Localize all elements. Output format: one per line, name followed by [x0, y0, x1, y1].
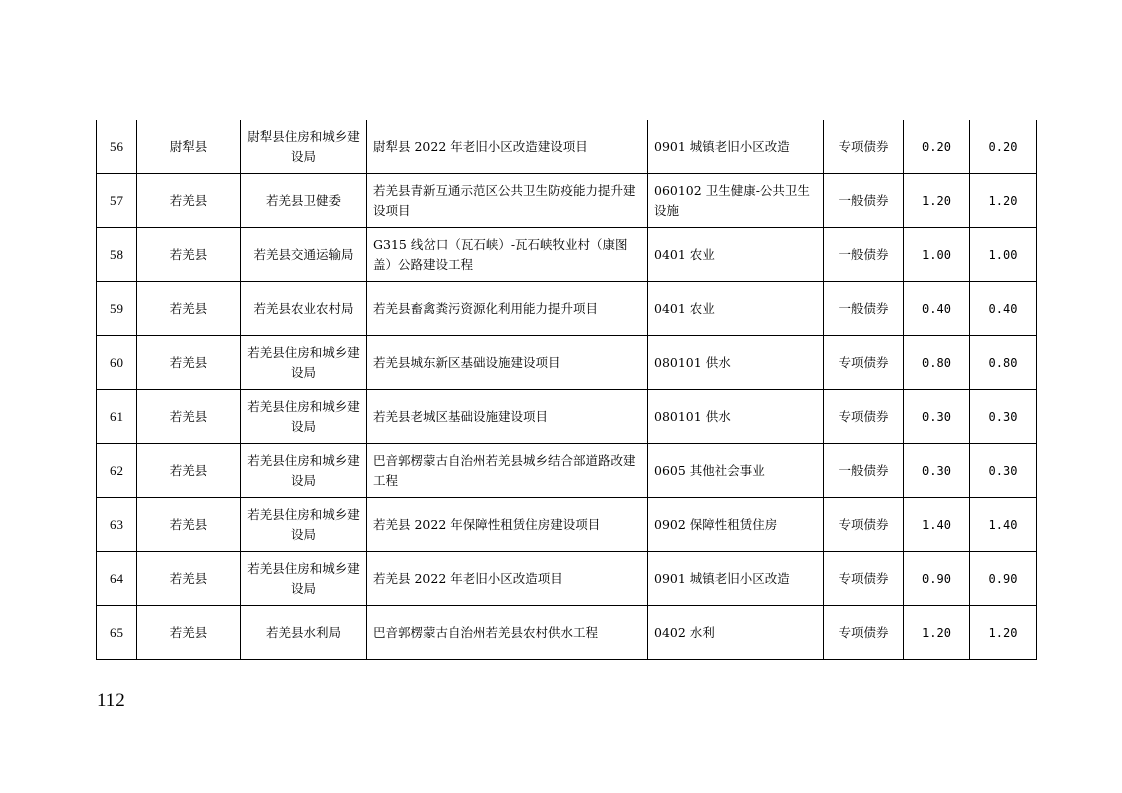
amount-cell: 0.40	[970, 282, 1037, 336]
amount-cell: 0.30	[970, 390, 1037, 444]
row-number: 57	[97, 174, 137, 228]
amount-cell: 0.90	[904, 552, 970, 606]
department-cell: 若羌县农业农村局	[241, 282, 367, 336]
bond-type-cell: 专项债券	[824, 552, 904, 606]
row-number: 64	[97, 552, 137, 606]
bond-project-table-container	[96, 120, 1036, 660]
table-row	[97, 390, 1037, 444]
amount-cell: 0.80	[904, 336, 970, 390]
department-cell: 若羌县住房和城乡建设局	[241, 336, 367, 390]
amount-cell: 0.30	[904, 444, 970, 498]
bond-type-cell: 专项债券	[824, 336, 904, 390]
amount-cell: 1.00	[970, 228, 1037, 282]
amount-cell: 1.20	[904, 174, 970, 228]
project-name-cell: 若羌县老城区基础设施建设项目	[367, 390, 648, 444]
table-body	[97, 120, 1037, 660]
amount-cell: 0.30	[904, 390, 970, 444]
department-cell: 若羌县住房和城乡建设局	[241, 498, 367, 552]
county-cell: 若羌县	[137, 336, 241, 390]
department-cell: 若羌县交通运输局	[241, 228, 367, 282]
table-row	[97, 336, 1037, 390]
amount-cell: 1.00	[904, 228, 970, 282]
county-cell: 若羌县	[137, 552, 241, 606]
project-name-cell: 巴音郭楞蒙古自治州若羌县城乡结合部道路改建工程	[367, 444, 648, 498]
bond-project-table	[96, 120, 1037, 660]
project-name-cell: 若羌县城东新区基础设施建设项目	[367, 336, 648, 390]
category-cell: 0402 水利	[648, 606, 824, 660]
table-row	[97, 174, 1037, 228]
project-name-cell: G315 线岔口（瓦石峡）-瓦石峡牧业村（康图盖）公路建设工程	[367, 228, 648, 282]
county-cell: 若羌县	[137, 174, 241, 228]
bond-type-cell: 专项债券	[824, 498, 904, 552]
category-cell: 0401 农业	[648, 228, 824, 282]
category-cell: 060102 卫生健康-公共卫生设施	[648, 174, 824, 228]
department-cell: 尉犁县住房和城乡建设局	[241, 120, 367, 174]
county-cell: 若羌县	[137, 390, 241, 444]
bond-type-cell: 专项债券	[824, 120, 904, 174]
county-cell: 若羌县	[137, 228, 241, 282]
table-row	[97, 282, 1037, 336]
amount-cell: 1.20	[904, 606, 970, 660]
amount-cell: 0.30	[970, 444, 1037, 498]
category-cell: 080101 供水	[648, 390, 824, 444]
amount-cell: 1.20	[970, 606, 1037, 660]
bond-type-cell: 专项债券	[824, 390, 904, 444]
project-name-cell: 若羌县畜禽粪污资源化利用能力提升项目	[367, 282, 648, 336]
bond-type-cell: 专项债券	[824, 606, 904, 660]
amount-cell: 1.40	[904, 498, 970, 552]
category-cell: 0902 保障性租赁住房	[648, 498, 824, 552]
department-cell: 若羌县住房和城乡建设局	[241, 552, 367, 606]
amount-cell: 0.90	[970, 552, 1037, 606]
bond-type-cell: 一般债券	[824, 228, 904, 282]
county-cell: 若羌县	[137, 444, 241, 498]
bond-type-cell: 一般债券	[824, 282, 904, 336]
row-number: 61	[97, 390, 137, 444]
project-name-cell: 尉犁县 2022 年老旧小区改造建设项目	[367, 120, 648, 174]
page-number: 112	[97, 690, 125, 711]
row-number: 58	[97, 228, 137, 282]
department-cell: 若羌县卫健委	[241, 174, 367, 228]
bond-type-cell: 一般债券	[824, 174, 904, 228]
table-row	[97, 498, 1037, 552]
amount-cell: 1.40	[970, 498, 1037, 552]
amount-cell: 0.20	[904, 120, 970, 174]
table-row	[97, 606, 1037, 660]
table-row	[97, 228, 1037, 282]
project-name-cell: 若羌县 2022 年老旧小区改造项目	[367, 552, 648, 606]
department-cell: 若羌县住房和城乡建设局	[241, 390, 367, 444]
county-cell: 若羌县	[137, 498, 241, 552]
project-name-cell: 巴音郭楞蒙古自治州若羌县农村供水工程	[367, 606, 648, 660]
department-cell: 若羌县水利局	[241, 606, 367, 660]
department-cell: 若羌县住房和城乡建设局	[241, 444, 367, 498]
amount-cell: 0.80	[970, 336, 1037, 390]
bond-type-cell: 一般债券	[824, 444, 904, 498]
amount-cell: 1.20	[970, 174, 1037, 228]
county-cell: 尉犁县	[137, 120, 241, 174]
project-name-cell: 若羌县 2022 年保障性租赁住房建设项目	[367, 498, 648, 552]
category-cell: 0401 农业	[648, 282, 824, 336]
row-number: 56	[97, 120, 137, 174]
table-row	[97, 552, 1037, 606]
table-row	[97, 120, 1037, 174]
category-cell: 080101 供水	[648, 336, 824, 390]
category-cell: 0901 城镇老旧小区改造	[648, 552, 824, 606]
category-cell: 0901 城镇老旧小区改造	[648, 120, 824, 174]
project-name-cell: 若羌县青新互通示范区公共卫生防疫能力提升建设项目	[367, 174, 648, 228]
row-number: 63	[97, 498, 137, 552]
amount-cell: 0.20	[970, 120, 1037, 174]
county-cell: 若羌县	[137, 282, 241, 336]
amount-cell: 0.40	[904, 282, 970, 336]
row-number: 65	[97, 606, 137, 660]
row-number: 62	[97, 444, 137, 498]
row-number: 60	[97, 336, 137, 390]
category-cell: 0605 其他社会事业	[648, 444, 824, 498]
table-row	[97, 444, 1037, 498]
county-cell: 若羌县	[137, 606, 241, 660]
row-number: 59	[97, 282, 137, 336]
